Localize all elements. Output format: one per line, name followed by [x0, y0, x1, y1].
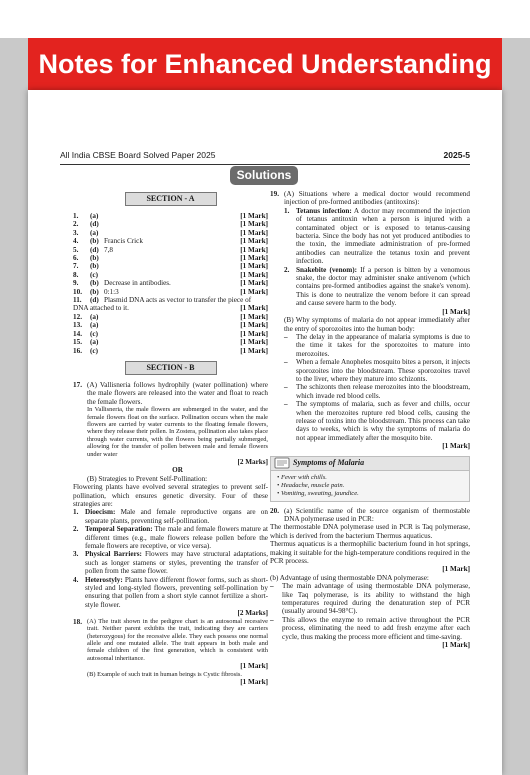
dash-bullet: –: [284, 358, 288, 367]
page-number: 2025-5: [443, 150, 470, 160]
answer-row: [73, 246, 268, 254]
section-a-answers: [73, 212, 268, 296]
dash-bullet: –: [284, 332, 288, 341]
item-heading: Temporal Separation:: [85, 525, 153, 534]
q19-a-marks: [1 Mark]: [442, 307, 470, 316]
box-header: [271, 457, 469, 471]
q19-a-text: (A) Situations where a medical doctor would recommend injection of pre-formed antibodies (antitoxins):: [284, 190, 470, 207]
answer-marks: [1 Mark]: [240, 262, 268, 271]
answer-number: 7.: [73, 262, 79, 271]
answer-option: (b): [90, 287, 99, 296]
answer-marks: [1 Mark]: [240, 279, 268, 288]
list-item: [73, 550, 268, 575]
bullet-text: When a female Anopheles mosquito bites a person, it injects sporozoites into the bloodstream. These sporozoites travel to the liver, where they mature into schizonts.: [296, 358, 470, 383]
answer-number: 3.: [73, 228, 79, 237]
symptom-list: [271, 471, 469, 501]
answer-text: Decrease in antibodies.: [104, 279, 171, 288]
question-20: [270, 507, 470, 524]
notes-banner: Notes for Enhanced Understanding: [28, 38, 502, 90]
q19-situation-list: [284, 207, 470, 308]
answer-marks: [1 Mark]: [240, 321, 268, 330]
item-body: [85, 508, 268, 525]
item-number: 1.: [284, 206, 290, 215]
section-a-heading: SECTION - A: [125, 192, 217, 206]
item-number: 4.: [73, 575, 79, 584]
answer-number: 6.: [73, 254, 79, 263]
answer-number: 13.: [73, 321, 82, 330]
item-number: 2.: [73, 525, 79, 534]
answer-marks: [1 Mark]: [240, 270, 268, 279]
item-heading: Tetanus infection:: [296, 206, 352, 215]
q18-b-marks: [1 Mark]: [240, 677, 268, 686]
bullet-text: The schizonts then release merozoites into the bloodstream, which invade red blood cells.: [296, 383, 470, 400]
answer-option: (b): [90, 262, 99, 271]
q20-a-heading: (a) Scientific name of the source organism of thermostable DNA polymerase used in PCR:: [284, 506, 470, 523]
header-title: All India CBSE Board Solved Paper 2025: [60, 150, 216, 160]
answer-number: 1.: [73, 212, 79, 220]
q18-b-text: (B) Example of such trait in human beings is Cystic fibrosis.: [87, 670, 242, 678]
bullet-item: [284, 333, 470, 358]
bullet-item: [270, 582, 470, 616]
item-text: The male and female flowers mature at different times (e.g., male flowers release pollen before the female flowers are receptive, or vice versa).: [85, 525, 268, 551]
question-number: 19.: [270, 190, 279, 198]
item-text: Plants have different flower forms, such as short-styled and long-styled flowers, preventing self-pollination by ensuring that pollen from a short style cannot fertilize a short-style flower.: [85, 575, 268, 609]
item-body: [85, 525, 268, 550]
answer-marks: [1 Mark]: [240, 228, 268, 237]
q17-strategy-list: [73, 508, 268, 609]
answer-option: (a): [90, 312, 99, 321]
bullet-item: [284, 358, 470, 383]
answer-marks: [1 Mark]: [240, 237, 268, 246]
item-body: [296, 266, 470, 308]
solutions-heading: Solutions: [230, 166, 298, 185]
answer-number: 5.: [73, 245, 79, 254]
answer-number: 11.: [73, 296, 82, 305]
dash-bullet: –: [284, 383, 288, 392]
list-item: [73, 508, 268, 525]
answer-number: 16.: [73, 346, 82, 355]
answer-text: Plasmid DNA acts as vector to transfer the piece of: [104, 296, 252, 305]
answer-row: [73, 212, 268, 220]
q19-b-text: (B) Why symptoms of malaria do not appear immediately after the entry of sporozoites into the human body:: [284, 316, 470, 333]
answer-option: (a): [90, 338, 99, 347]
symptom-text: Headache, muscle pain.: [280, 481, 345, 489]
item-text: Male and female reproductive organs are on separate plants, preventing self-pollination.: [85, 508, 268, 525]
answer-number: 8.: [73, 270, 79, 279]
answer-row: [73, 338, 268, 346]
item-heading: Snakebite (venom):: [296, 265, 357, 274]
answer-marks: [1 Mark]: [240, 312, 268, 321]
item-heading: Physical Barriers:: [85, 550, 142, 559]
q17-b-heading: (B) Strategies to Prevent Self-Pollination:: [87, 474, 208, 483]
top-white-strip: [0, 0, 530, 38]
bullet-item: [270, 616, 470, 641]
bullet-text: The symptoms of malaria, such as fever and chills, occur when the merozoites rupture red blood cells, causing the release of toxins into the bloodstream. This process can take days to weeks, which is why the symptoms of malaria do not appear immediately after the mosquito bite.: [296, 400, 470, 442]
item-body: [296, 207, 470, 266]
item-text: Flowers may have structural adaptations, such as longer stamens or styles, preventing the transfer of pollen from the same flower.: [85, 550, 268, 576]
answer-option: (d): [90, 245, 99, 254]
answer-option: (c): [90, 346, 98, 355]
question-number: 18.: [73, 617, 82, 626]
item-number: 2.: [284, 265, 290, 274]
q19-b-marks: [1 Mark]: [442, 442, 470, 451]
answer-number: 12.: [73, 312, 82, 321]
answer-text: 7,8: [104, 245, 113, 254]
q17-b-marks: [2 Marks]: [237, 609, 268, 618]
answer-marks: [1 Mark]: [240, 287, 268, 296]
answer-row: [73, 330, 268, 338]
question-19: [270, 190, 470, 451]
symptom-text: Vomiting, sweating, jaundice.: [280, 489, 359, 497]
answer-marks: [1 Mark]: [240, 304, 268, 313]
answer-number: 9.: [73, 279, 79, 288]
answer-row: [73, 254, 268, 262]
answer-row: [73, 288, 268, 296]
answer-row: [73, 262, 268, 270]
answer-option: (b): [90, 279, 99, 288]
answer-row: [73, 279, 268, 287]
answer-option: (d): [90, 296, 99, 305]
q18-a-text: (A) The trait shown in the pedigree chart is an autosomal recessive trait. Neither parent exhibits the trait, indicating they are carriers (heterozygous) for the recessive allele. They each possess one normal allele and one mutated allele. The trait appears in both male and female children of the first generation, which is consistent with autosomal inheritance.: [87, 617, 268, 662]
bullet-item: [284, 383, 470, 400]
answer-row: [73, 237, 268, 245]
symptom-text: Fever with chills.: [280, 473, 327, 481]
q19-reason-list: [284, 333, 470, 442]
answer-row: [73, 220, 268, 228]
answer-row: [73, 229, 268, 237]
answer-option: (a): [90, 321, 99, 330]
bullet-text: The main advantage of using thermostable DNA polymerase, like Taq polymerase, is its ability to withstand the high temperatures required during the denaturation step of PCR (usually around 94-98°C).: [282, 582, 470, 616]
left-column: [73, 190, 268, 686]
answer-marks: [1 Mark]: [240, 329, 268, 338]
q20-advantage-list: [270, 582, 470, 641]
answer-11: [73, 296, 268, 313]
malaria-symptoms-box: [270, 456, 470, 502]
q18-a-marks: [1 Mark]: [240, 662, 268, 671]
answer-option: (c): [90, 270, 98, 279]
q20-b-heading: (b) Advantage of using thermostable DNA polymerase:: [270, 573, 429, 582]
q20-a-text: The thermostable DNA polymerase used in PCR is Taq polymerase, which is derived from the bacterium Thermus aquaticus.: [270, 523, 470, 540]
answer-row: [73, 313, 268, 321]
bullet-item: [284, 400, 470, 442]
answer-marks: [1 Mark]: [240, 254, 268, 263]
right-column: [270, 190, 470, 650]
question-number: 17.: [73, 380, 82, 389]
bullet-dot: •: [277, 481, 281, 489]
answer-option: (a): [90, 228, 99, 237]
answer-text: Francis Crick: [104, 237, 143, 246]
dash-bullet: –: [270, 582, 274, 591]
bullet-text: The delay in the appearance of malaria symptoms is due to the time it takes for the sporozoites to mature into merozoites.: [296, 332, 470, 358]
answer-row: [73, 321, 268, 329]
box-title: Symptoms of Malaria: [293, 457, 365, 467]
answer-number: 10.: [73, 287, 82, 296]
answer-text: 0:1:3: [104, 287, 119, 296]
question-17: [73, 381, 268, 483]
item-text: If a person is bitten by a venomous snake, the doctor may administer snake antivenom (which contains pre-formed antibodies against the snake's venom). This is done to neutralize the venom before it can spread and cause severe harm to the body.: [296, 265, 471, 308]
section-b-heading: SECTION - B: [125, 361, 217, 375]
symptom-item: [277, 482, 465, 490]
item-body: [85, 576, 268, 610]
answer-text: DNA attached to it.: [73, 304, 129, 313]
answer-row: [73, 347, 268, 355]
dash-bullet: –: [284, 400, 288, 409]
item-body: [85, 550, 268, 575]
item-heading: Heterostyly:: [85, 575, 123, 584]
item-number: 3.: [73, 550, 79, 559]
answer-option: (c): [90, 329, 98, 338]
question-18: [73, 618, 268, 687]
q20-a-text-2: Thermus aquaticus is a thermophilic bacterium found in hot springs, making it suitable for the high-temperature conditions required in the PCR process.: [270, 540, 470, 566]
q17-b-text: Flowering plants have evolved several strategies to prevent self-pollination, which ensures genetic diversity. Four of these strategies are:: [73, 483, 268, 508]
answer-number: 14.: [73, 329, 82, 338]
answer-marks: [1 Mark]: [240, 220, 268, 229]
symptom-item: [277, 490, 465, 498]
dash-bullet: –: [270, 615, 274, 624]
q17-a-text: (A) Vallisneria follows hydrophily (water pollination) where the male flowers are released into the water and float to reach the female flowers.: [87, 380, 268, 406]
answer-marks: [1 Mark]: [240, 212, 268, 220]
answer-option: (a): [90, 212, 99, 220]
item-heading: Dioecism:: [85, 508, 116, 517]
section-a-answers-2: [73, 313, 268, 355]
answer-number: 2.: [73, 220, 79, 229]
bullet-dot: •: [277, 489, 281, 497]
q20-a-marks: [1 Mark]: [442, 565, 470, 574]
answer-option: (b): [90, 254, 99, 263]
list-item: [284, 207, 470, 266]
answer-marks: [1 Mark]: [240, 338, 268, 347]
notebook-icon: [274, 457, 290, 469]
answer-row: [73, 271, 268, 279]
answer-number: 4.: [73, 237, 79, 246]
symptom-item: [277, 474, 465, 482]
item-text: A doctor may recommend the injection of tetanus antitoxin when a person is injured with a contaminated object or is exposed to tetanus-causing bacteria. Since the body has not yet produced antibodies to the toxin, the immediate administration of pre-formed antibodies can neutralize the tetanus toxin and prevent infection.: [296, 206, 470, 266]
answer-option: (d): [90, 220, 99, 229]
q20-b-marks: [1 Mark]: [442, 641, 470, 650]
list-item: [284, 266, 470, 308]
q17-a-marks: [2 Marks]: [237, 457, 268, 466]
answer-marks: [1 Mark]: [240, 245, 268, 254]
q17-a-detail: In Vallisneria, the male flowers are submerged in the water, and the female flowers float on the surface. Pollination occurs when the male flowers are carried by water currents to the floating female flowers, where they release their pollen. In Zostera, pollination also takes place through water currents, with the flowers being partially submerged, allowing for the transfer of pollen between male and female flowers under water: [87, 406, 268, 458]
answer-number: 15.: [73, 338, 82, 347]
answer-marks: [1 Mark]: [240, 346, 268, 355]
question-number: 20.: [270, 506, 279, 515]
bullet-text: This allows the enzyme to remain active throughout the PCR process, eliminating the need to add fresh enzyme after each cycle, thus making the process more efficient and time-saving.: [282, 615, 470, 641]
header-rule: [60, 164, 470, 165]
bullet-dot: •: [277, 473, 281, 481]
item-number: 1.: [73, 508, 79, 517]
list-item: [73, 525, 268, 550]
list-item: [73, 576, 268, 610]
or-divider: OR: [172, 466, 183, 475]
answer-option: (b): [90, 237, 99, 246]
